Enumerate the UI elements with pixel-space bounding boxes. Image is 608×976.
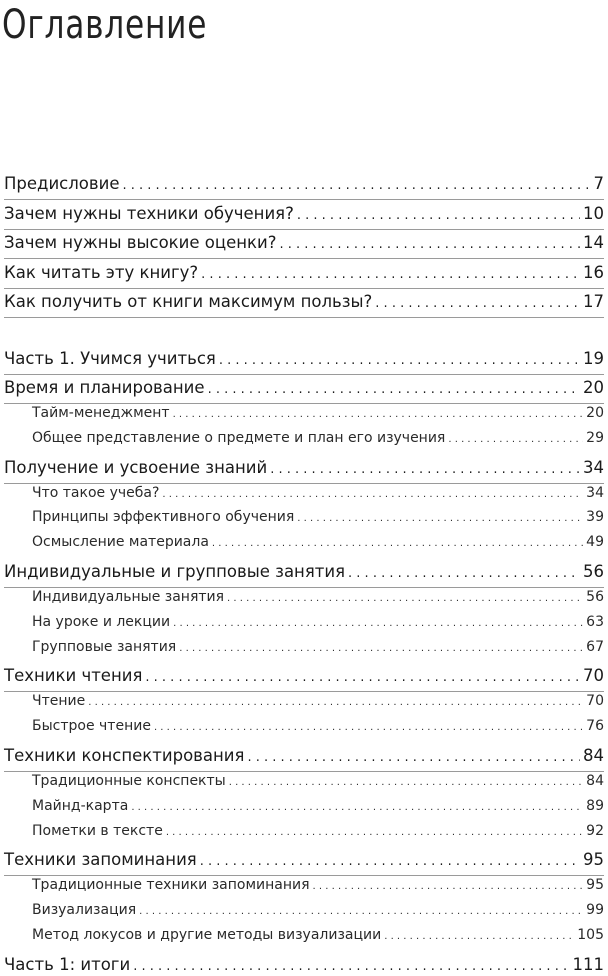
toc-entry-section[interactable]	[4, 718, 604, 734]
entry-divider	[4, 691, 604, 692]
dot-leader	[229, 773, 583, 789]
toc-entry-section[interactable]	[4, 927, 604, 943]
dot-leader	[200, 850, 580, 869]
toc-entry-title: Как получить от книги максимум пользы?	[4, 292, 373, 311]
toc-entry-chapter[interactable]	[4, 562, 604, 581]
toc-entry-title: Пометки в тексте	[32, 822, 163, 839]
toc-entry-section[interactable]	[4, 485, 604, 501]
toc-entry-page: 17	[583, 292, 604, 311]
toc-entry-section[interactable]	[4, 614, 604, 630]
toc-entry-title: На уроке и лекции	[32, 613, 171, 630]
toc-entry-section[interactable]	[4, 877, 604, 893]
toc-entry-chapter[interactable]	[4, 378, 604, 397]
dot-leader	[122, 174, 590, 193]
toc-entry-title: Визуализация	[32, 902, 137, 919]
toc-entry-title: Осмысление материала	[32, 534, 209, 551]
toc-entry-section[interactable]	[4, 405, 604, 421]
toc-entry-page: 34	[586, 484, 604, 501]
toc-entry-chapter[interactable]	[4, 458, 604, 477]
page-title: Оглавление	[2, 2, 208, 48]
toc-entry-summary[interactable]	[4, 955, 604, 974]
toc-entry-title: Традиционные конспекты	[32, 773, 226, 789]
toc-entry-page: 63	[586, 613, 604, 630]
dot-leader	[208, 378, 580, 397]
toc-entry-section[interactable]	[4, 534, 604, 550]
entry-divider	[4, 875, 604, 876]
toc-entry-page: 92	[586, 822, 604, 839]
dot-leader	[201, 263, 580, 282]
toc-entry-intro[interactable]	[4, 233, 604, 252]
toc-entry-page: 56	[586, 589, 604, 605]
toc-entry-title: Метод локусов и другие методы визуализации	[32, 927, 382, 943]
toc-entry-title: Групповые занятия	[32, 638, 177, 655]
toc-entry-section[interactable]	[4, 902, 604, 918]
toc-entry-title: Получение и усвоение знаний	[4, 457, 268, 477]
toc-entry-page: 16	[583, 262, 604, 282]
toc-entry-section[interactable]	[4, 509, 604, 525]
toc-entry-title: Часть 1. Учимся учиться	[4, 349, 216, 368]
toc-entry-title: Зачем нужны высокие оценки?	[4, 233, 277, 252]
dot-leader	[313, 877, 584, 893]
entry-divider	[4, 403, 604, 404]
dot-leader	[166, 823, 583, 839]
toc-entry-page: 10	[583, 203, 604, 223]
dot-leader	[219, 349, 580, 368]
toc-entry-section[interactable]	[4, 823, 604, 839]
toc-entry-title: Что такое учеба?	[32, 484, 160, 501]
toc-entry-page: 67	[586, 638, 604, 655]
toc-entry-chapter[interactable]	[4, 850, 604, 869]
toc-entry-chapter[interactable]	[4, 746, 604, 765]
toc-entry-title: Тайм-менеджмент	[32, 405, 170, 421]
entry-divider	[4, 317, 604, 318]
toc-entry-intro[interactable]	[4, 263, 604, 282]
toc-entry-intro[interactable]	[4, 292, 604, 311]
toc-entry-page: 111	[572, 954, 604, 974]
dot-leader	[375, 292, 580, 311]
toc-entry-section[interactable]	[4, 589, 604, 605]
toc-entry-page: 99	[586, 902, 604, 919]
toc-entry-intro[interactable]	[4, 204, 604, 223]
toc-entry-title: Время и планирование	[4, 378, 205, 397]
dot-leader	[227, 589, 583, 605]
toc-entry-title: Общее представление о предмете и план его изучения	[32, 429, 446, 446]
toc-entry-part[interactable]	[4, 349, 604, 368]
toc-entry-page: 105	[577, 927, 604, 943]
toc-entry-title: Индивидуальные занятия	[32, 589, 225, 605]
toc-entry-intro[interactable]	[4, 174, 604, 193]
dot-leader	[448, 430, 583, 446]
toc-entry-title: Зачем нужны техники обучения?	[4, 203, 294, 223]
toc-entry-title: Техники конспектирования	[4, 746, 245, 765]
toc-entry-title: Чтение	[32, 693, 86, 710]
toc-entry-title: Индивидуальные и групповые занятия	[4, 562, 346, 581]
toc-entry-page: 20	[586, 405, 604, 421]
dot-leader	[179, 639, 583, 655]
toc-entry-page: 34	[583, 457, 604, 477]
dot-leader	[88, 693, 583, 709]
toc-entry-chapter[interactable]	[4, 666, 604, 685]
toc-entry-title: Традиционные техники запоминания	[32, 877, 310, 894]
toc-entry-section[interactable]	[4, 639, 604, 655]
toc-entry-section[interactable]	[4, 798, 604, 814]
toc-entry-page: 95	[586, 877, 604, 894]
toc-entry-page: 84	[583, 746, 604, 765]
dot-leader	[297, 204, 580, 223]
entry-divider	[4, 374, 604, 375]
toc-entry-title: Как читать эту книгу?	[4, 262, 199, 282]
entry-divider	[4, 199, 604, 200]
toc-entry-page: 70	[583, 666, 604, 686]
toc-entry-title: Техники запоминания	[4, 850, 197, 870]
entry-divider	[4, 258, 604, 259]
dot-leader	[162, 485, 583, 501]
dot-leader	[348, 562, 580, 581]
dot-leader	[133, 955, 569, 974]
toc-entry-title: Майнд-карта	[32, 797, 129, 814]
toc-entry-section[interactable]	[4, 430, 604, 446]
entry-divider	[4, 587, 604, 588]
dot-leader	[279, 233, 580, 252]
dot-leader	[173, 405, 584, 421]
toc-entry-page: 7	[593, 174, 604, 193]
toc-entry-page: 84	[586, 773, 604, 789]
toc-entry-title: Быстрое чтение	[32, 718, 151, 735]
toc-entry-title: Предисловие	[4, 174, 120, 193]
toc-entry-page: 20	[583, 378, 604, 397]
dot-leader	[247, 746, 580, 765]
toc-entry-page: 95	[583, 850, 604, 870]
toc-entry-section[interactable]	[4, 773, 604, 789]
toc-entry-title: Часть 1: итоги	[4, 954, 131, 974]
entry-divider	[4, 771, 604, 772]
toc-entry-page: 56	[583, 562, 604, 581]
toc-entry-title: Техники чтения	[4, 666, 143, 686]
dot-leader	[212, 534, 583, 550]
entry-divider	[4, 229, 604, 230]
dot-leader	[131, 798, 583, 814]
toc-entry-page: 70	[586, 693, 604, 710]
toc-entry-page: 19	[583, 349, 604, 368]
toc-entry-page: 76	[586, 718, 604, 735]
toc-entry-page: 89	[586, 797, 604, 814]
dot-leader	[173, 614, 583, 630]
toc-entry-section[interactable]	[4, 693, 604, 709]
dot-leader	[270, 458, 580, 477]
dot-leader	[297, 509, 583, 525]
toc-entry-page: 14	[583, 233, 604, 252]
entry-divider	[4, 483, 604, 484]
entry-divider	[4, 288, 604, 289]
dot-leader	[139, 902, 583, 918]
toc-entry-title: Принципы эффективного обучения	[32, 509, 295, 526]
toc-entry-page: 29	[586, 429, 604, 446]
toc-entry-page: 49	[586, 534, 604, 551]
dot-leader	[384, 927, 574, 943]
dot-leader	[145, 666, 580, 685]
toc-entry-page: 39	[586, 509, 604, 526]
dot-leader	[154, 718, 583, 734]
